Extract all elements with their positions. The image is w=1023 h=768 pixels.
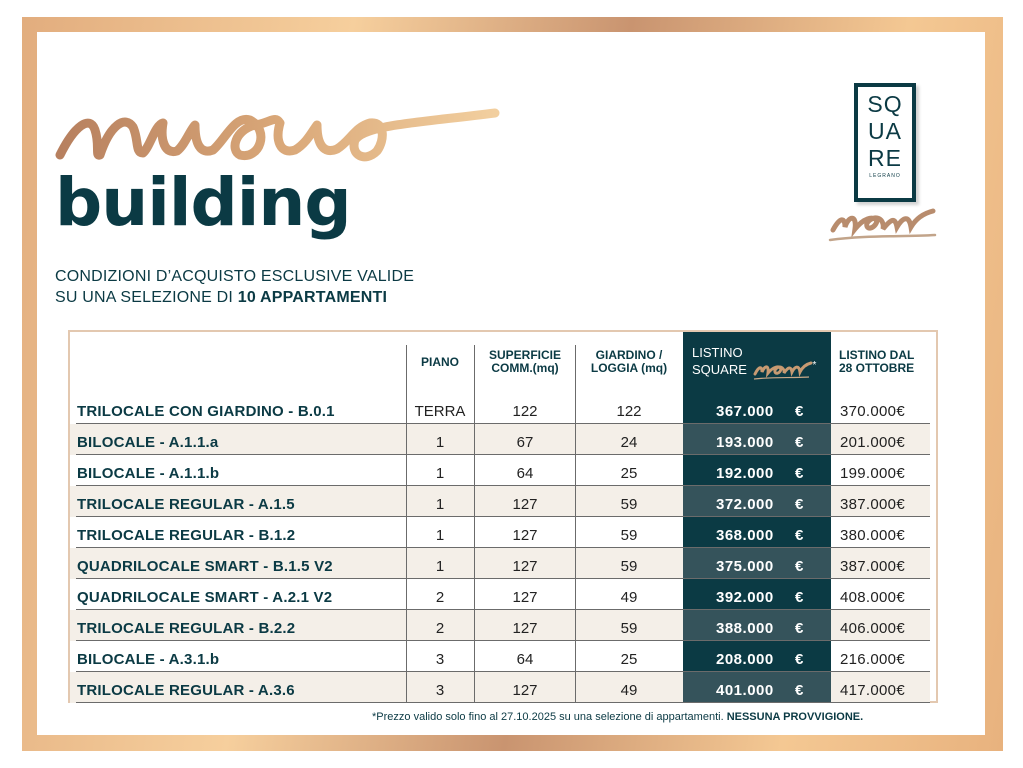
header-listino-dal-line-1: LISTINO DAL <box>839 348 915 362</box>
price-new-cell <box>683 393 831 424</box>
subtitle-line-1: CONDIZIONI D’ACQUISTO ESCLUSIVE VALIDE <box>55 268 415 285</box>
table-row <box>70 517 930 548</box>
apartment-name: BILOCALE - A.3.1.b <box>77 651 220 668</box>
table-row <box>70 548 930 579</box>
giardino-value: 25 <box>620 651 638 668</box>
price-new: 401.000 <box>716 682 774 699</box>
price-new-cell <box>683 455 831 486</box>
logo-line-2: UA <box>868 118 902 144</box>
table-row <box>70 579 930 610</box>
price-listino: 199.000€ <box>840 465 905 482</box>
header-giardino-line-2: LOGGIA (mq) <box>590 361 668 375</box>
giardino-value: 122 <box>616 403 642 420</box>
new-script-icon <box>751 360 813 382</box>
piano-value: 1 <box>435 496 445 513</box>
table-row <box>70 424 930 455</box>
header-listino-dal <box>839 349 914 375</box>
price-new-cell <box>683 579 831 610</box>
superficie-value: 127 <box>512 527 538 544</box>
price-listino: 406.000€ <box>840 620 905 637</box>
piano-value: 3 <box>435 682 445 699</box>
superficie-value: 127 <box>512 496 538 513</box>
price-listino: 417.000€ <box>840 682 905 699</box>
price-new-cell <box>683 486 831 517</box>
apartment-name: TRILOCALE CON GIARDINO - B.0.1 <box>77 403 335 420</box>
piano-value: 1 <box>435 558 445 575</box>
currency-symbol: € <box>795 403 804 420</box>
header-giardino <box>576 349 682 375</box>
currency-symbol: € <box>795 527 804 544</box>
apartment-name: TRILOCALE REGULAR - A.1.5 <box>77 496 295 513</box>
superficie-value: 64 <box>516 651 534 668</box>
page-title: building <box>55 164 351 241</box>
nuovo-script-logo <box>55 85 505 170</box>
column-divider <box>575 345 576 703</box>
piano-value: TERRA <box>414 403 466 420</box>
piano-value: 2 <box>435 620 445 637</box>
currency-symbol: € <box>795 682 804 699</box>
footnote-text: *Prezzo valido solo fino al 27.10.2025 su una selezione di appartamenti. <box>372 711 727 723</box>
price-listino: 387.000€ <box>840 496 905 513</box>
price-new: 375.000 <box>716 558 774 575</box>
apartment-name: TRILOCALE REGULAR - A.3.6 <box>77 682 295 699</box>
superficie-value: 67 <box>516 434 534 451</box>
giardino-value: 49 <box>620 589 638 606</box>
currency-symbol: € <box>795 558 804 575</box>
price-listino: 408.000€ <box>840 589 905 606</box>
header-superficie-line-2: COMM.(mq) <box>491 361 559 375</box>
header-listino-dal-line-2: 28 OTTOBRE <box>839 361 915 375</box>
header-listino-line-2 <box>692 359 816 382</box>
superficie-value: 64 <box>516 465 534 482</box>
apartment-name: BILOCALE - A.1.1.a <box>77 434 219 451</box>
superficie-value: 127 <box>512 682 538 699</box>
table-row <box>70 455 930 486</box>
price-new: 392.000 <box>716 589 774 606</box>
currency-symbol: € <box>795 589 804 606</box>
subtitle-prefix: SU UNA SELEZIONE DI <box>55 289 238 306</box>
asterisk-mark: * <box>812 360 817 371</box>
new-script-logo <box>825 205 940 245</box>
currency-symbol: € <box>795 620 804 637</box>
logo-line-3: RE <box>868 145 902 171</box>
price-listino: 216.000€ <box>840 651 905 668</box>
apartment-name: TRILOCALE REGULAR - B.1.2 <box>77 527 296 544</box>
header-giardino-line-1: GIARDINO / <box>595 348 663 362</box>
superficie-value: 127 <box>512 589 538 606</box>
price-listino: 387.000€ <box>840 558 905 575</box>
column-divider <box>406 345 407 703</box>
logo-line-1: SQ <box>867 91 903 117</box>
price-new: 388.000 <box>716 620 774 637</box>
currency-symbol: € <box>795 651 804 668</box>
giardino-value: 59 <box>620 558 638 575</box>
price-new-cell <box>683 610 831 641</box>
piano-value: 1 <box>435 465 445 482</box>
currency-symbol: € <box>795 465 804 482</box>
price-new: 208.000 <box>716 651 774 668</box>
price-new-cell <box>683 548 831 579</box>
subtitle-line-2 <box>55 287 414 308</box>
price-listino: 201.000€ <box>840 434 905 451</box>
header-superficie-line-1: SUPERFICIE <box>488 348 561 362</box>
header-square-label: SQUARE <box>692 362 747 377</box>
subtitle <box>55 266 414 308</box>
row-separator <box>76 702 930 703</box>
superficie-value: 127 <box>512 620 538 637</box>
price-new-cell <box>683 517 831 548</box>
price-new: 367.000 <box>716 403 774 420</box>
price-listino: 380.000€ <box>840 527 905 544</box>
header-superficie <box>475 349 575 375</box>
price-new-cell <box>683 641 831 672</box>
apartment-name: BILOCALE - A.1.1.b <box>77 465 220 482</box>
apartment-name: QUADRILOCALE SMART - B.1.5 V2 <box>77 558 333 575</box>
price-new: 368.000 <box>716 527 774 544</box>
superficie-value: 122 <box>512 403 538 420</box>
footnote-bold: NESSUNA PROVVIGIONE. <box>726 711 864 723</box>
currency-symbol: € <box>795 496 804 513</box>
giardino-value: 49 <box>620 682 638 699</box>
currency-symbol: € <box>795 434 804 451</box>
superficie-value: 127 <box>512 558 538 575</box>
price-new: 192.000 <box>716 465 774 482</box>
piano-value: 3 <box>435 651 445 668</box>
table-row <box>70 610 930 641</box>
header-listino-line-1: LISTINO <box>692 345 743 360</box>
giardino-value: 25 <box>620 465 638 482</box>
price-new-cell <box>683 672 831 703</box>
piano-value: 1 <box>435 434 445 451</box>
price-listino: 370.000€ <box>840 403 905 420</box>
header-piano: PIANO <box>420 355 459 369</box>
column-divider <box>474 345 475 703</box>
logo-city: LEGRANO <box>869 173 901 179</box>
square-logo <box>854 83 916 202</box>
giardino-value: 59 <box>620 620 638 637</box>
piano-value: 1 <box>435 527 445 544</box>
giardino-value: 59 <box>620 527 638 544</box>
apartment-name: TRILOCALE REGULAR - B.2.2 <box>77 620 296 637</box>
giardino-value: 59 <box>620 496 638 513</box>
price-new: 372.000 <box>716 496 774 513</box>
giardino-value: 24 <box>620 434 638 451</box>
header-listino-square-new <box>692 346 816 382</box>
price-new: 193.000 <box>716 434 774 451</box>
table-row <box>70 641 930 672</box>
table-row <box>70 393 930 424</box>
table-row <box>70 672 930 703</box>
subtitle-bold: 10 APPARTAMENTI <box>237 289 388 306</box>
apartment-name: QUADRILOCALE SMART - A.2.1 V2 <box>77 589 333 606</box>
table-row <box>70 486 930 517</box>
price-new-cell <box>683 424 831 455</box>
piano-value: 2 <box>435 589 445 606</box>
footnote <box>372 711 863 723</box>
